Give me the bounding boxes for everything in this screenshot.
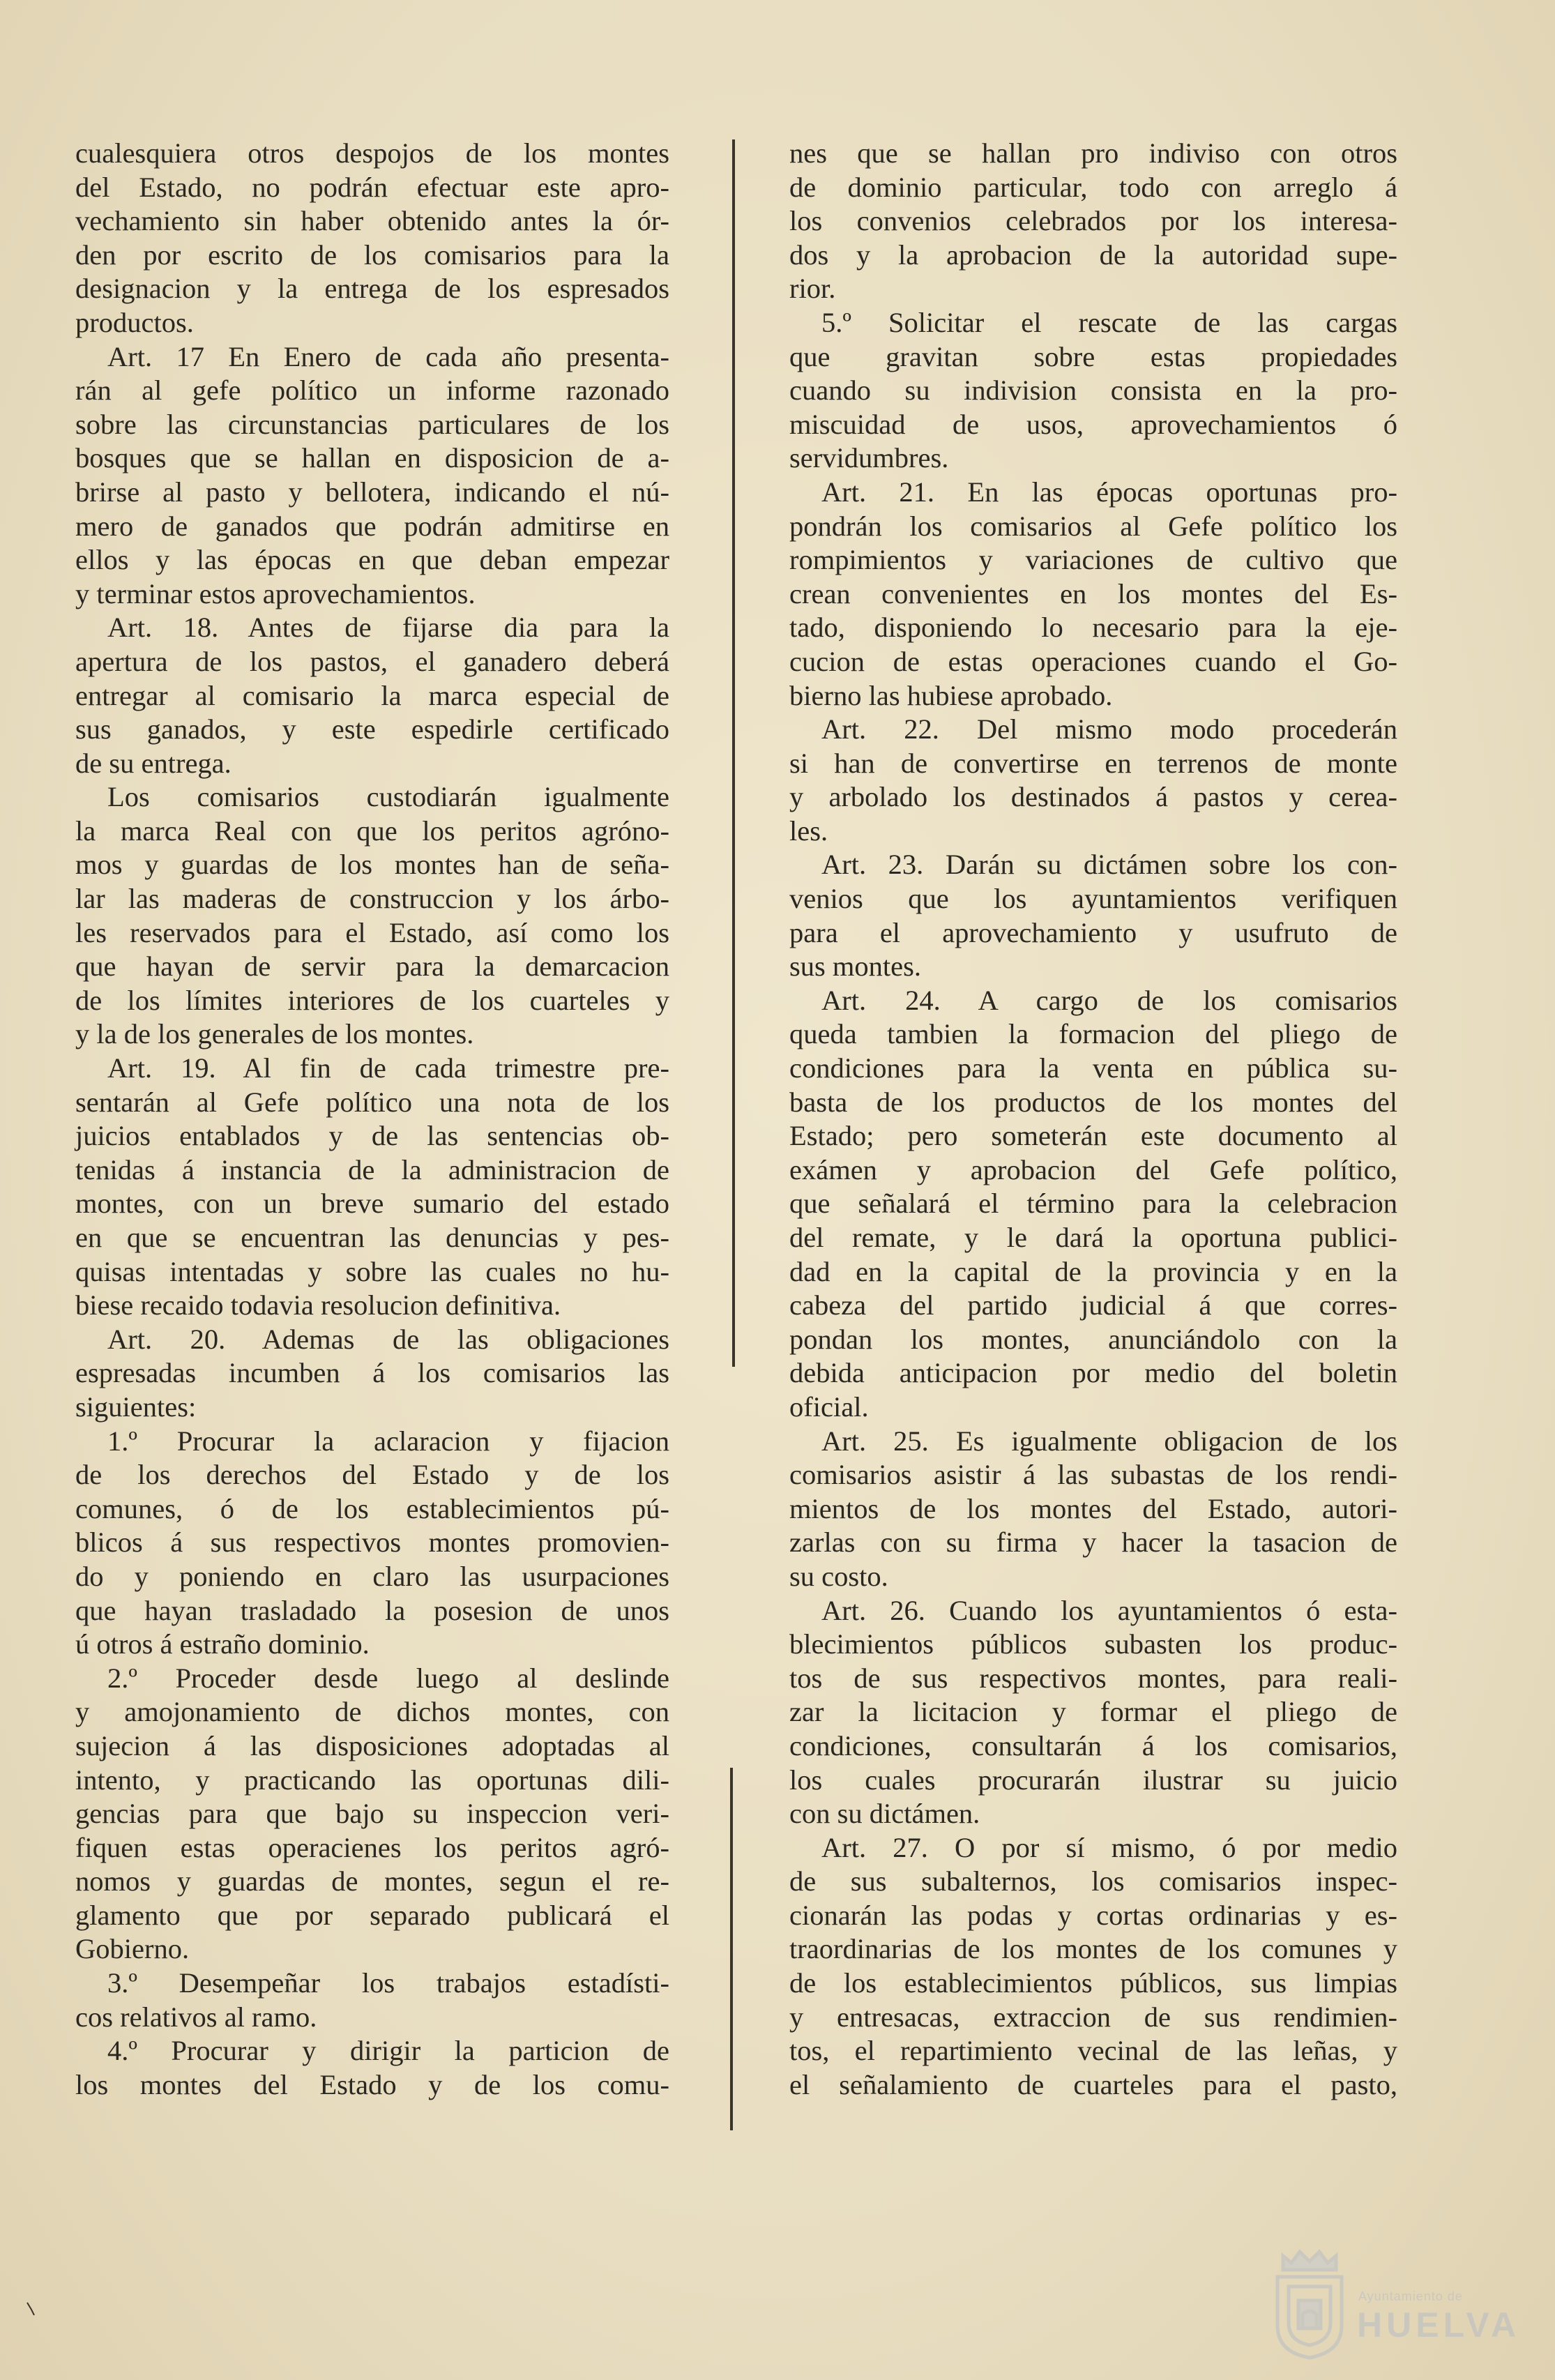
ink-mark [25, 2301, 36, 2317]
text-line: do y poniendo en claro las usurpaciones [75, 1560, 669, 1592]
text-line: Gobierno. [75, 1933, 190, 1965]
text-line: tenidas á instancia de la administracion de [75, 1153, 669, 1185]
text-line: Art. 17 En Enero de cada año presenta- [107, 340, 669, 372]
text-line: Art. 19. Al fin de cada trimestre pre- [107, 1052, 669, 1084]
text-line: tos, el repartimiento vecinal de las leñas, y [789, 2035, 1397, 2067]
text-line: para el aprovechamiento y usufruto de [789, 916, 1397, 948]
text-line: servidumbres. [789, 442, 949, 474]
text-line: bosques que se hallan en disposicion de a- [75, 442, 669, 474]
text-line: condiciones para la venta en pública su- [789, 1052, 1397, 1084]
text-line: oficial. [789, 1390, 869, 1423]
text-line: productos. [75, 306, 194, 338]
text-line: venios que los ayuntamientos verifiquen [789, 883, 1397, 915]
text-line: 4.º Procurar y dirigir la particion de [107, 2035, 669, 2067]
text-line: de su entrega. [75, 747, 232, 779]
text-line: zar la licitacion y formar el pliego de [789, 1696, 1397, 1728]
text-line: Art. 23. Darán su dictámen sobre los con- [821, 849, 1397, 881]
text-line: Los comisarios custodiarán igualmente [107, 781, 669, 813]
text-line: exámen y aprobacion del Gefe político, [789, 1153, 1397, 1185]
text-line: del Estado, no podrán efectuar este apro- [75, 171, 669, 203]
text-line: la marca Real con que los peritos agróno- [75, 814, 669, 847]
text-line: mientos de los montes del Estado, autori- [789, 1492, 1397, 1524]
text-line: cualesquiera otros despojos de los montes [75, 137, 669, 169]
text-line: que hayan trasladado la posesion de unos [75, 1594, 669, 1626]
text-line: Art. 25. Es igualmente obligacion de los [821, 1425, 1397, 1457]
text-line: designacion y la entrega de los espresados [75, 273, 669, 305]
text-line: tado, disponiendo lo necesario para la eje- [789, 612, 1397, 644]
text-line: Estado; pero someterán este documento al [789, 1120, 1397, 1152]
text-line: 2.º Proceder desde luego al deslinde [107, 1662, 669, 1694]
text-line: cucion de estas operaciones cuando el Go- [789, 645, 1397, 677]
text-line: 1.º Procurar la aclaracion y fijacion [107, 1425, 669, 1457]
text-line: cabeza del partido judicial á que corres- [789, 1289, 1397, 1321]
text-line: quisas intentadas y sobre las cuales no hu- [75, 1255, 669, 1287]
text-line: gencias para que bajo su inspeccion veri- [75, 1798, 669, 1830]
text-line: zarlas con su firma y hacer la tasacion de [789, 1526, 1397, 1559]
text-line: Art. 26. Cuando los ayuntamientos ó esta- [821, 1594, 1397, 1626]
text-line: mero de ganados que podrán admitirse en [75, 510, 669, 542]
text-line: Art. 20. Ademas de las obligaciones [107, 1323, 669, 1355]
text-line: debida anticipacion por medio del boletin [789, 1357, 1397, 1389]
text-line: cos relativos al ramo. [75, 2001, 317, 2033]
text-line: los cuales procurarán ilustrar su juicio [789, 1764, 1397, 1796]
text-line: pondan los montes, anunciándolo con la [789, 1323, 1397, 1355]
watermark-title: HUELVA [1357, 2305, 1521, 2344]
text-line: queda tambien la formacion del pliego de [789, 1018, 1397, 1050]
text-line: fiquen estas operacienes los peritos agró- [75, 1831, 669, 1863]
text-line: traordinarias de los montes de los comunes y [789, 1933, 1397, 1965]
text-line: Art. 22. Del mismo modo procederán [821, 713, 1397, 745]
text-line: Art. 18. Antes de fijarse dia para la [107, 612, 669, 644]
text-line: cionarán las podas y cortas ordinarias y es- [789, 1899, 1397, 1931]
text-line: den por escrito de los comisarios para la [75, 238, 669, 271]
text-line: sujecion á las disposiciones adoptadas al [75, 1729, 669, 1761]
text-line: si han de convertirse en terrenos de monte [789, 747, 1397, 779]
text-line: montes, con un breve sumario del estado [75, 1188, 669, 1220]
text-line: que hayan de servir para la demarcacion [75, 950, 669, 983]
text-line: que señalará el término para la celebracion [789, 1188, 1397, 1220]
text-line: dos y la aprobacion de la autoridad supe- [789, 238, 1397, 271]
text-line: tos de sus respectivos montes, para reali- [789, 1662, 1397, 1694]
text-line: rior. [789, 273, 836, 305]
text-line: los convenios celebrados por los interesa- [789, 205, 1397, 237]
text-line: los montes del Estado y de los comu- [75, 2068, 669, 2100]
text-line: sus montes. [789, 950, 922, 983]
text-line: y la de los generales de los montes. [75, 1018, 474, 1050]
text-line: apertura de los pastos, el ganadero deberá [75, 645, 669, 677]
text-line: del remate, y le dará la oportuna publici- [789, 1222, 1397, 1253]
text-line: miscuidad de usos, aprovechamientos ó [789, 408, 1397, 440]
text-line: en que se encuentran las denuncias y pes- [75, 1222, 669, 1253]
column-divider-lower [730, 1768, 733, 2130]
text-line: de sus subalternos, los comisarios inspec- [789, 1865, 1397, 1897]
text-line: rán al gefe político un informe razonado [75, 374, 669, 407]
right-text-column [789, 137, 1397, 2102]
text-line: 3.º Desempeñar los trabajos estadísti- [107, 1967, 669, 1999]
text-line: basta de los productos de los montes del [789, 1086, 1397, 1118]
text-line: blicos á sus respectivos montes promovien- [75, 1526, 669, 1559]
text-line: su costo. [789, 1560, 888, 1592]
text-line: y amojonamiento de dichos montes, con [75, 1696, 669, 1728]
huelva-watermark [1255, 2242, 1534, 2367]
text-line: espresadas incumben á los comisarios las [75, 1357, 669, 1389]
text-line: comunes, ó de los establecimientos pú- [75, 1492, 669, 1524]
text-line: ellos y las épocas en que deban empezar [75, 544, 669, 576]
text-line: entregar al comisario la marca especial de [75, 679, 669, 711]
text-line: crean convenientes en los montes del Es- [789, 577, 1397, 609]
text-line: nes que se hallan pro indiviso con otros [789, 137, 1397, 169]
text-line: blecimientos públicos subasten los produc- [789, 1628, 1397, 1660]
text-line: de los límites interiores de los cuarteles y [75, 984, 669, 1016]
text-line: Art. 21. En las épocas oportunas pro- [821, 476, 1397, 508]
text-line: de los establecimientos públicos, sus limpias [789, 1967, 1397, 1999]
city-crest-icon [1268, 2242, 1351, 2360]
text-line: Art. 24. A cargo de los comisarios [821, 984, 1397, 1016]
text-line: rompimientos y variaciones de cultivo que [789, 544, 1397, 576]
text-line: el señalamiento de cuarteles para el pasto, [789, 2068, 1397, 2100]
text-line: condiciones, consultarán á los comisarios, [789, 1729, 1397, 1761]
text-line: siguientes: [75, 1390, 197, 1423]
text-line: comisarios asistir á las subastas de los rendi- [789, 1459, 1397, 1491]
text-line: que gravitan sobre estas propiedades [789, 340, 1397, 372]
text-line: lar las maderas de construccion y los árbo- [75, 883, 669, 915]
text-line: juicios entablados y de las sentencias ob- [75, 1120, 669, 1152]
text-line: Art. 27. O por sí mismo, ó por medio [821, 1831, 1397, 1863]
text-line: de dominio particular, todo con arreglo á [789, 171, 1397, 203]
text-line: mos y guardas de los montes han de seña- [75, 849, 669, 881]
text-line: de los derechos del Estado y de los [75, 1459, 669, 1491]
text-line: y arbolado los destinados á pastos y cerea- [789, 781, 1397, 813]
text-line: 5.º Solicitar el rescate de las cargas [821, 306, 1397, 338]
text-line: glamento que por separado publicará el [75, 1899, 669, 1931]
text-line: dad en la capital de la provincia y en la [789, 1255, 1397, 1287]
text-line: cuando su indivision consista en la pro- [789, 374, 1397, 407]
text-line: nomos y guardas de montes, segun el re- [75, 1865, 669, 1897]
text-line: les reservados para el Estado, así como los [75, 916, 669, 948]
text-line: brirse al pasto y bellotera, indicando el nú- [75, 476, 669, 508]
text-line: intento, y practicando las oportunas dili- [75, 1764, 669, 1796]
text-line: biese recaido todavia resolucion definitiva. [75, 1289, 561, 1321]
column-divider-upper [732, 139, 735, 1367]
text-line: y terminar estos aprovechamientos. [75, 577, 476, 609]
text-line: pondrán los comisarios al Gefe político los [789, 510, 1397, 542]
watermark-subtitle: Ayuntamiento de [1358, 2289, 1463, 2303]
text-line: les. [789, 814, 828, 847]
text-line: con su dictámen. [789, 1798, 980, 1830]
left-text-column [75, 137, 669, 2102]
text-line: vechamiento sin haber obtenido antes la ór- [75, 205, 669, 237]
text-line: sus ganados, y este espedirle certificado [75, 713, 669, 745]
text-line: y entresacas, extraccion de sus rendimien- [789, 2001, 1397, 2033]
text-line: sobre las circunstancias particulares de los [75, 408, 669, 440]
text-line: sentarán al Gefe político una nota de los [75, 1086, 669, 1118]
text-line: bierno las hubiese aprobado. [789, 679, 1113, 711]
text-line: ú otros á estraño dominio. [75, 1628, 370, 1660]
